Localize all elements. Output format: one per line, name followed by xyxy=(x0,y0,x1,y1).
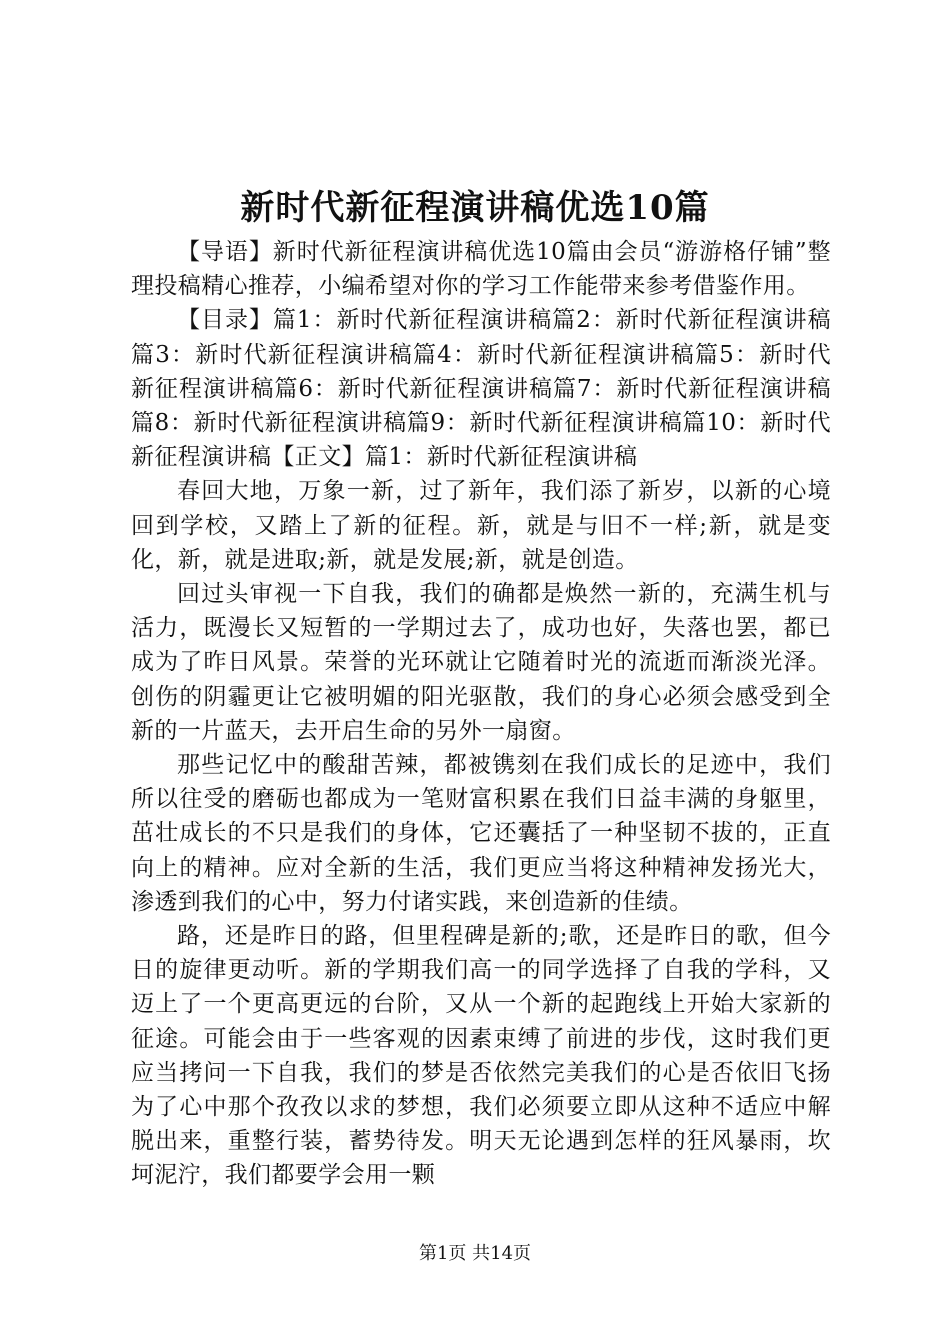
paragraph-body: 回过头审视一下自我，我们的确都是焕然一新的，充满生机与活力，既漫长又短暂的一学期过去了，成功也好，失落也罢，都已成为了昨日风景。荣誉的光环就让它随着时光的流逝而渐淡光泽。创伤的阴霾更让它被明媚的阳光驱散，我们的身心必须会感受到全新的一片蓝天，去开启生命的另外一扇窗。 xyxy=(131,581,831,744)
paragraph-body: 路，还是昨日的路，但里程碑是新的;歌，还是昨日的歌，但今日的旋律更动听。新的学期我们高一的同学选择了自我的学科，又迈上了一个更高更远的台阶，又从一个新的起跑线上开始大家新的征途。可能会由于一些客观的因素束缚了前进的步伐，这时我们更应当拷问一下自我，我们的梦是否依然完美我们的心是否依旧飞扬为了心中那个孜孜以求的梦想，我们必须要立即从这种不适应中解脱出来，重整行装，蓄势待发。明天无论遇到怎样的狂风暴雨，坎坷泥泞，我们都要学会用一颗 xyxy=(131,923,831,1189)
paragraph-intro: 【导语】新时代新征程演讲稿优选10篇由会员“游游格仔铺”整理投稿精心推荐，小编希望对你的学习工作能带来参考借鉴作用。 xyxy=(131,239,831,300)
page-footer: 第1页 共14页 xyxy=(418,1243,532,1264)
document-title: 新时代新征程演讲稿优选10篇 xyxy=(240,188,710,228)
paragraph-body: 春回大地，万象一新，过了新年，我们添了新岁，以新的心境回到学校，又踏上了新的征程。新，就是与旧不一样;新，就是变化，新，就是进取;新，就是发展;新，就是创造。 xyxy=(131,478,831,573)
document-body xyxy=(131,235,831,1193)
paragraph-body: 那些记忆中的酸甜苦辣，都被镌刻在我们成长的足迹中，我们所以往受的磨砺也都成为一笔财富积累在我们日益丰满的身躯里，茁壮成长的不只是我们的身体，它还囊括了一种坚韧不拔的，正直向上的精神。应对全新的生活，我们更应当将这种精神发扬光大，渗透到我们的心中，努力付诸实践，来创造新的佳绩。 xyxy=(131,752,831,915)
paragraph-contents: 【目录】篇1：新时代新征程演讲稿篇2：新时代新征程演讲稿篇3：新时代新征程演讲稿篇4：新时代新征程演讲稿篇5：新时代新征程演讲稿篇6：新时代新征程演讲稿篇7：新时代新征程演讲稿篇8：新时代新征程演讲稿篇9：新时代新征程演讲稿篇10：新时代新征程演讲稿【正文】篇1：新时代新征程演讲稿 xyxy=(131,307,831,471)
